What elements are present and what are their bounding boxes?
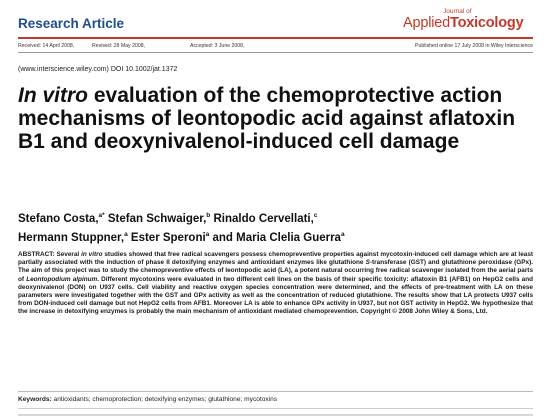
journal-logo-small-text: Journal of [443,8,472,15]
journal-logo-name-part1: Applied [403,15,450,31]
keywords-line [18,396,533,403]
article-header [18,8,533,36]
journal-logo-name-part2: Toxicology [449,15,524,31]
journal-logo-name [403,15,533,31]
article-type-label: Research Article [18,16,125,31]
abstract [18,251,533,317]
accepted-date: Accepted: 3 June 2008, [190,43,245,49]
abstract-text: -transferase (GST) and glutathione peroxidase (GPx). The aim of this project was to study the chemopreventive effects of leontopodic acid (LA), a potent natural occurring free radical scavenger isolated from the aerial parts of [18,259,533,283]
article-title [18,84,538,153]
abstract-italic-text: Leontopodium alpinum [26,275,98,283]
author-affiliation: a [340,230,345,238]
author-list [18,208,533,246]
abstract-italic-text: in vitro [81,251,103,258]
body-text-fragment [18,411,533,419]
author-affiliation: a* [98,212,105,219]
keywords-value: antioxidants; chemoprotection; detoxifying enzymes; glutathione; mycotoxins [51,396,278,403]
doi-line: (www.interscience.wiley.com) DOI 10.1002/jat.1372 [18,66,178,73]
author-name: Rinaldo Cervellati, [210,212,314,225]
author-name: Ester Speroni [127,231,206,244]
article-dates [18,43,533,51]
author-name: Stefan Schwaiger, [104,212,207,225]
published-date: Published online 17 July 2008 in Wiley Interscience [415,43,533,49]
journal-logo [403,8,533,31]
body-divider [18,408,533,409]
author-affiliation: c [313,212,318,219]
abstract-text: . Different mycotoxins were evaluated in two different cell lines on the basis of their specific toxicity: aflatoxin B1 (AFB1) on HepG2 cells and deoxynivalenol (DON) on U937 cells. Cell viability and reactive oxygen species concentration were determined, and the effects of pre-treatment with LA on these parameters were investigated together with the GST and GPx activity as well as the concentration of reduced glutathione. The results show that LA protects U937 cells from DON-induced cell damage but not HepG2 cells from AFB1. Moreover LA is able to enhance GPx activity in U937, but not GST activity in HepG2. We hypothesize that the increase in detoxifying enzymes is probably the main mechanism of antioxidant mediated chemoprevention. Copyright © 2008 John Wiley & Sons, Ltd. [18,275,534,316]
author-name: Stefano Costa, [18,212,99,225]
keywords-label: Keywords: [18,396,52,403]
received-date: Received: 14 April 2008, [18,43,75,49]
abstract-text: studies showed that free radical scavengers possess chemopreventive properties against mycotoxin-induced cell damage which are at least partially associated with the induction of phase II detoxifying enzymes and antioxidant enzymes like glutathione [18,251,534,267]
revised-date: Revised: 28 May 2008, [92,43,146,49]
author-name: Hermann Stuppner, [18,231,125,244]
abstract-text: ABSTRACT: Several [18,251,82,258]
abstract-italic-text: S [365,259,370,267]
author-affiliation: a [205,230,210,238]
title-italic-part: In vitro [18,84,89,107]
author-name: and Maria Clelia Guerra [209,231,341,244]
author-affiliation: a [124,230,128,238]
header-divider [18,37,533,39]
title-rest: evaluation of the chemoprotective action mechanisms of leontopodic acid against aflatoxin B1 and deoxynivalenol-induced cell damage [18,84,516,153]
author-affiliation: b [206,212,211,219]
dates-divider [18,52,533,53]
keywords-divider [18,391,533,392]
